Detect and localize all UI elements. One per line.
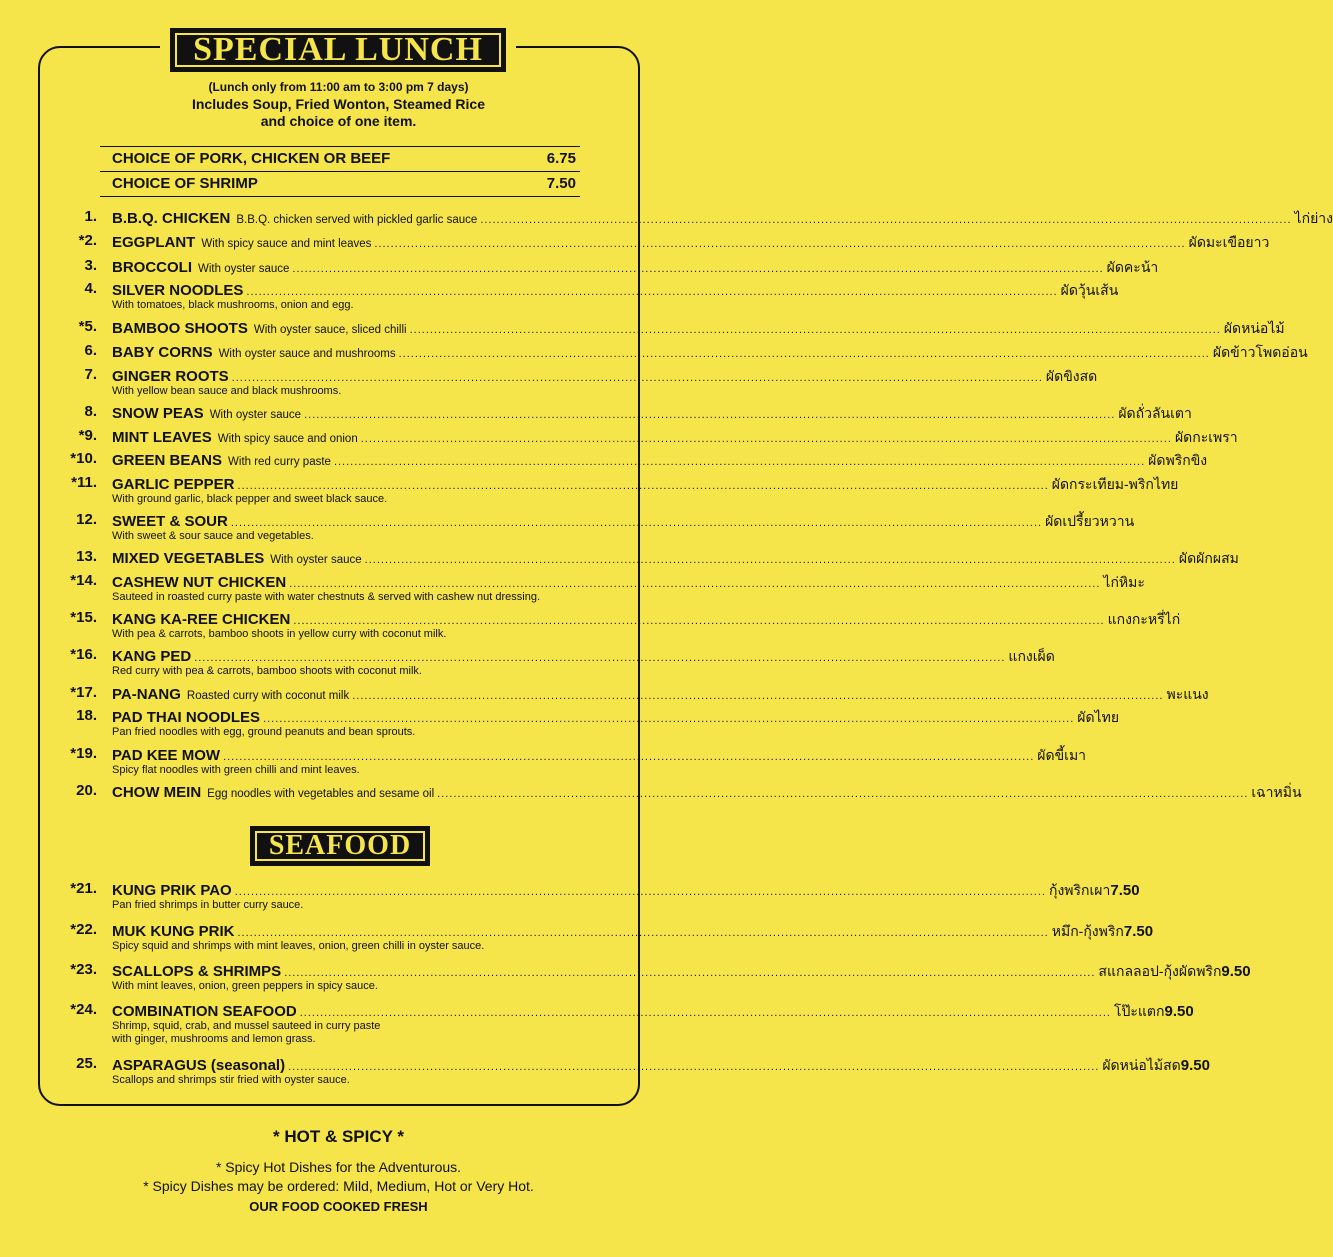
item-subtext: With yellow bean sauce and black mushrooms. <box>112 385 342 397</box>
item-thai-name: กุ้งพริกเผา <box>1048 882 1111 898</box>
leader-dots: ........................................................................................................................................................................................................ <box>231 372 1043 384</box>
item-description: With red curry paste <box>228 456 331 468</box>
leader-dots: ........................................................................................................................................................................................................ <box>237 480 1049 492</box>
item-subtext: Pan fried shrimps in butter curry sauce. <box>112 899 304 911</box>
item-number: *14. <box>70 572 97 589</box>
leader-dots: ........................................................................................................................................................................................................ <box>398 348 1210 360</box>
cooked-fresh-note: OUR FOOD COOKED FRESH <box>249 1199 428 1214</box>
footer <box>0 1127 677 1214</box>
item-line <box>112 232 1270 254</box>
item-name: BABY CORNS <box>112 344 213 361</box>
item-number: 6. <box>84 342 97 359</box>
item-thai-name: ผัดกะเพรา <box>1174 429 1238 445</box>
choice-row <box>112 175 576 192</box>
lunch-choice-note: and choice of one item. <box>260 113 417 129</box>
item-description: With spicy sauce and mint leaves <box>201 238 372 250</box>
item-name: GARLIC PEPPER <box>112 476 235 493</box>
special-lunch-banner <box>170 28 506 72</box>
item-number: *5. <box>78 318 97 335</box>
item-name: BROCCOLI <box>112 259 192 276</box>
item-thai-name: ผัดวุ้นเส้น <box>1060 282 1119 298</box>
choice-price: 7.50 <box>546 175 576 192</box>
divider <box>100 196 580 197</box>
leader-dots: ........................................................................................................................................................................................................ <box>374 238 1186 250</box>
choice-label: CHOICE OF SHRIMP <box>112 175 258 192</box>
item-thai-name: ไก่ย่าง <box>1294 210 1333 226</box>
leader-dots: ........................................................................................................................................................................................................ <box>194 652 1006 664</box>
leader-dots: ........................................................................................................................................................................................................ <box>333 456 1146 468</box>
lunch-intro <box>0 80 677 129</box>
leader-dots: ........................................................................................................................................................................................................ <box>480 214 1292 226</box>
item-subtext: With tomatoes, black mushrooms, onion and egg. <box>112 299 354 311</box>
divider <box>100 146 580 147</box>
item-line <box>112 450 1208 472</box>
leader-dots: ........................................................................................................................................................................................................ <box>292 263 1104 275</box>
item-thai-name: สแกลลอป-กุ้งผัดพริก <box>1098 963 1222 979</box>
item-price: 9.50 <box>1164 1003 1194 1020</box>
item-name: SNOW PEAS <box>112 405 204 422</box>
leader-dots: ........................................................................................................................................................................................................ <box>288 1061 1100 1073</box>
item-number: 7. <box>84 366 97 383</box>
item-number: *19. <box>70 745 97 762</box>
item-subtext: with ginger, mushrooms and lemon grass. <box>112 1033 316 1045</box>
divider <box>100 171 580 172</box>
leader-dots: ........................................................................................................................................................................................................ <box>230 517 1043 529</box>
leader-dots: ........................................................................................................................................................................................................ <box>284 967 1096 979</box>
item-thai-name: ผัดพริกขิง <box>1148 452 1208 468</box>
item-number: 25. <box>76 1055 97 1072</box>
item-description: B.B.Q. chicken served with pickled garlic sauce <box>236 214 478 226</box>
item-line <box>112 548 1239 570</box>
item-line <box>112 684 1209 706</box>
item-subtext: With sweet & sour sauce and vegetables. <box>112 530 314 542</box>
item-subtext: Red curry with pea & carrots, bamboo shoots with coconut milk. <box>112 665 422 677</box>
item-thai-name: ผัดขิงสด <box>1045 368 1098 384</box>
item-description: With spicy sauce and onion <box>217 433 358 445</box>
item-number: *22. <box>70 921 97 938</box>
item-thai-name: ผัดมะเขือยาว <box>1188 234 1270 250</box>
item-subtext: Shrimp, squid, crab, and mussel sauteed in curry paste <box>112 1020 381 1032</box>
item-thai-name: หมึก-กุ้งพริก <box>1051 923 1124 939</box>
item-thai-name: ผัดหน่อไม้ <box>1223 320 1285 336</box>
item-subtext: Spicy squid and shrimps with mint leaves, onion, green chilli in oyster sauce. <box>112 940 485 952</box>
item-price: 9.50 <box>1221 963 1251 980</box>
item-thai-name: ผัดถั่วลันเตา <box>1118 405 1192 421</box>
item-subtext: With pea & carrots, bamboo shoots in yellow curry with coconut milk. <box>112 628 447 640</box>
item-description: With oyster sauce <box>209 409 302 421</box>
item-name: PA-NANG <box>112 686 181 703</box>
item-name: SILVER NOODLES <box>112 282 244 299</box>
item-subtext: Pan fried noodles with egg, ground peanuts and bean sprouts. <box>112 726 416 738</box>
leader-dots: ........................................................................................................................................................................................................ <box>293 615 1105 627</box>
item-thai-name: แกงกะหรี่ไก่ <box>1107 611 1181 627</box>
item-line <box>112 342 1308 364</box>
leader-dots: ........................................................................................................................................................................................................ <box>234 886 1046 898</box>
leader-dots: ........................................................................................................................................................................................................ <box>223 751 1035 763</box>
leader-dots: ........................................................................................................................................................................................................ <box>246 286 1058 298</box>
item-name: KUNG PRIK PAO <box>112 882 232 899</box>
item-name: CHOW MEIN <box>112 784 202 801</box>
choice-label: CHOICE OF PORK, CHICKEN OR BEEF <box>112 150 391 167</box>
item-name: CASHEW NUT CHICKEN <box>112 574 287 591</box>
item-name: GREEN BEANS <box>112 452 223 469</box>
item-name: SWEET & SOUR <box>112 513 228 530</box>
seafood-banner <box>250 826 430 866</box>
item-thai-name: โป๊ะแตก <box>1113 1003 1165 1019</box>
choice-row <box>112 150 576 167</box>
item-number: 1. <box>84 208 97 225</box>
lunch-includes: Includes Soup, Fried Wonton, Steamed Rice <box>191 96 485 112</box>
leader-dots: ........................................................................................................................................................................................................ <box>289 578 1101 590</box>
item-number: *15. <box>70 609 97 626</box>
item-number: 12. <box>76 511 97 528</box>
item-thai-name: ผัดหน่อไม้สด <box>1102 1057 1181 1073</box>
leader-dots: ........................................................................................................................................................................................................ <box>304 409 1116 421</box>
item-description: Egg noodles with vegetables and sesame oil <box>207 788 435 800</box>
item-thai-name: ผัดขี้เมา <box>1037 747 1087 763</box>
item-subtext: Spicy flat noodles with green chilli and mint leaves. <box>112 764 360 776</box>
item-line <box>112 208 1333 230</box>
leader-dots: ........................................................................................................................................................................................................ <box>299 1007 1111 1019</box>
item-number: 3. <box>84 257 97 274</box>
item-thai-name: ไก่หิมะ <box>1103 574 1145 590</box>
leader-dots: ........................................................................................................................................................................................................ <box>409 324 1221 336</box>
item-number: 13. <box>76 548 97 565</box>
item-name: B.B.Q. CHICKEN <box>112 210 231 227</box>
item-line <box>112 427 1238 449</box>
item-name: GINGER ROOTS <box>112 368 229 385</box>
item-number: 20. <box>76 782 97 799</box>
item-subtext: Sauteed in roasted curry paste with water chestnuts & served with cashew nut dressing. <box>112 591 540 603</box>
item-line <box>112 403 1192 425</box>
item-name: MUK KUNG PRIK <box>112 923 235 940</box>
item-subtext: Scallops and shrimps stir fried with oyster sauce. <box>112 1074 350 1086</box>
leader-dots: ........................................................................................................................................................................................................ <box>352 690 1164 702</box>
item-subtext: With mint leaves, onion, green peppers in spicy sauce. <box>112 980 378 992</box>
item-name: PAD THAI NOODLES <box>112 709 261 726</box>
item-line <box>112 257 1159 279</box>
item-description: With oyster sauce and mushrooms <box>218 348 396 360</box>
item-name: KANG KA-REE CHICKEN <box>112 611 291 628</box>
item-name: SCALLOPS & SHRIMPS <box>112 963 282 980</box>
special-lunch-title: SPECIAL LUNCH <box>193 31 483 68</box>
item-thai-name: แกงเผ็ด <box>1008 648 1055 664</box>
item-thai-name: ผัดข้าวโพดอ่อน <box>1212 344 1308 360</box>
choice-price: 6.75 <box>546 150 576 167</box>
item-thai-name: ผัดผักผสม <box>1178 550 1239 566</box>
item-description: With oyster sauce, sliced chilli <box>253 324 407 336</box>
item-number: *24. <box>70 1001 97 1018</box>
item-subtext: With ground garlic, black pepper and sweet black sauce. <box>112 493 388 505</box>
item-thai-name: ผัดเปรี้ยวหวาน <box>1045 513 1135 529</box>
leader-dots: ........................................................................................................................................................................................................ <box>360 433 1172 445</box>
item-thai-name: ผัดคะน้า <box>1106 259 1159 275</box>
item-name: EGGPLANT <box>112 234 196 251</box>
leader-dots: ........................................................................................................................................................................................................ <box>237 927 1049 939</box>
item-line <box>112 318 1285 340</box>
item-number: *10. <box>70 450 97 467</box>
item-number: 8. <box>84 403 97 420</box>
item-price: 7.50 <box>1123 923 1154 940</box>
seafood-title: SEAFOOD <box>268 830 412 861</box>
item-number: *2. <box>78 232 97 249</box>
item-name: MINT LEAVES <box>112 429 212 446</box>
leader-dots: ........................................................................................................................................................................................................ <box>437 788 1249 800</box>
footer-line: * Spicy Hot Dishes for the Adventurous. <box>215 1159 462 1175</box>
item-thai-name: พะแนง <box>1166 686 1209 702</box>
leader-dots: ........................................................................................................................................................................................................ <box>364 554 1176 566</box>
item-thai-name: เฉาหมิ่น <box>1251 784 1302 800</box>
item-number: 4. <box>84 280 97 297</box>
leader-dots: ........................................................................................................................................................................................................ <box>263 713 1075 725</box>
item-number: *16. <box>70 646 97 663</box>
item-number: *17. <box>70 684 97 701</box>
item-name: KANG PED <box>112 648 192 665</box>
item-thai-name: ผัดไทย <box>1077 709 1120 725</box>
item-thai-name: ผัดกระเทียม-พริกไทย <box>1051 476 1179 492</box>
item-name: MIXED VEGETABLES <box>112 550 265 567</box>
item-number: *11. <box>71 474 97 491</box>
item-description: With oyster sauce <box>270 554 362 566</box>
item-name: PAD KEE MOW <box>112 747 221 764</box>
lunch-hours: (Lunch only from 11:00 am to 3:00 pm 7 days) <box>208 80 469 94</box>
footer-line: * Spicy Dishes may be ordered: Mild, Medium, Hot or Very Hot. <box>143 1178 534 1194</box>
item-number: *21. <box>70 880 97 897</box>
item-number: *9. <box>78 427 97 444</box>
item-name: COMBINATION SEAFOOD <box>112 1003 297 1020</box>
item-name: ASPARAGUS (seasonal) <box>112 1057 286 1074</box>
item-number: 18. <box>76 707 97 724</box>
item-description: Roasted curry with coconut milk <box>186 690 350 702</box>
item-price: 9.50 <box>1180 1057 1210 1074</box>
item-line <box>112 782 1302 804</box>
item-number: *23. <box>70 961 97 978</box>
item-name: BAMBOO SHOOTS <box>112 320 248 337</box>
item-price: 7.50 <box>1110 882 1140 899</box>
hot-spicy-heading: * HOT & SPICY * <box>273 1127 404 1146</box>
item-description: With oyster sauce <box>198 263 290 275</box>
